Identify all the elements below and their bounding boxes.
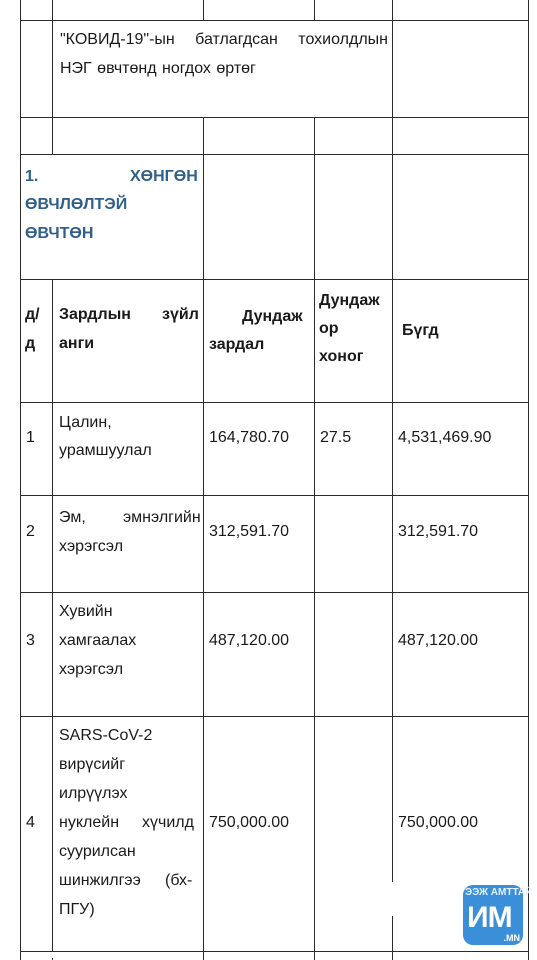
header-note: "КОВИД-19"-ын батлагдсан тохиолдлын НЭГ өвчтөнд ногдох өртөг [60, 31, 388, 77]
table-rule [20, 495, 529, 496]
table-rule [52, 279, 53, 960]
col-header-category: Зардлын [59, 306, 131, 323]
row-name: хүчилд [142, 814, 194, 831]
table-rule [20, 154, 529, 155]
table-rule [203, 0, 204, 20]
row-avg-cost: 312,591.70 [209, 523, 290, 540]
section-number: 1. [25, 168, 39, 185]
table-rule [20, 402, 529, 403]
row-name: SARS-CoV-2 [59, 727, 153, 744]
section-title-word: ӨВЧЛӨЛТЭЙ [25, 196, 128, 213]
smudge [28, 952, 83, 958]
table-rule [203, 117, 204, 960]
row-name: шинжилгээ [59, 872, 141, 889]
row-name: (бх- [165, 872, 193, 889]
col-header-avg-days: ор [319, 320, 339, 337]
col-header-avg-cost: Дундаж [242, 308, 303, 325]
row-name: хэрэгсэл [59, 538, 124, 555]
table-rule [314, 117, 315, 960]
table-rule [528, 0, 529, 960]
watermark-domain-text: .MN [503, 933, 520, 943]
section-title-word: ӨВЧТӨН [25, 225, 94, 242]
row-total: 4,531,469.90 [398, 429, 492, 446]
row-name: Цалин, [59, 414, 112, 431]
row-index: 1 [26, 429, 35, 446]
table-rule [20, 951, 529, 952]
table-rule [392, 0, 393, 960]
row-index: 4 [26, 814, 35, 831]
watermark-logo [463, 885, 533, 945]
row-total: 750,000.00 [398, 814, 479, 831]
smudge [385, 882, 399, 916]
col-header-category: анги [59, 335, 95, 352]
row-name: урамшуулал [59, 442, 152, 459]
row-name: ПГУ) [59, 901, 95, 918]
row-total: 312,591.70 [398, 523, 479, 540]
row-name: вирүсийг [59, 756, 126, 773]
section-title-word: ХӨНГӨН [130, 168, 198, 185]
row-name: хэрэгсэл [59, 661, 124, 678]
watermark-top-text: ЭЭЖ АМТТАЙ [465, 887, 533, 898]
row-avg-cost: 487,120.00 [209, 632, 290, 649]
row-name: Эм, [59, 509, 86, 526]
row-index: 3 [26, 632, 35, 649]
row-name: Хувийн [59, 603, 113, 620]
table-rule [20, 117, 529, 118]
row-index: 2 [26, 523, 35, 540]
row-name: эмнэлгийн [123, 509, 201, 526]
row-avg-days: 27.5 [320, 429, 352, 446]
table-rule [20, 20, 529, 21]
row-name: илрүүлэх [59, 785, 128, 802]
row-name: суурилсан [59, 843, 136, 860]
table-rule [20, 279, 529, 280]
col-header-category: зүйл [162, 306, 199, 323]
col-header-avg-cost: зардал [209, 336, 265, 353]
row-name: нуклейн [59, 814, 120, 831]
col-header-index: д [25, 335, 36, 352]
table-rule [314, 0, 315, 20]
col-header-total: Бүгд [402, 322, 439, 339]
table-rule [52, 0, 53, 154]
row-name: хамгаалах [59, 632, 137, 649]
watermark-main-text: ИМ [467, 901, 512, 934]
table-rule [20, 716, 529, 717]
col-header-index: д/ [25, 306, 40, 323]
col-header-avg-days: Дундаж [319, 292, 380, 309]
table-rule [20, 0, 21, 960]
table-rule [20, 592, 529, 593]
row-avg-cost: 164,780.70 [209, 429, 290, 446]
row-avg-cost: 750,000.00 [209, 814, 290, 831]
col-header-avg-days: хоног [319, 348, 364, 365]
row-total: 487,120.00 [398, 632, 479, 649]
